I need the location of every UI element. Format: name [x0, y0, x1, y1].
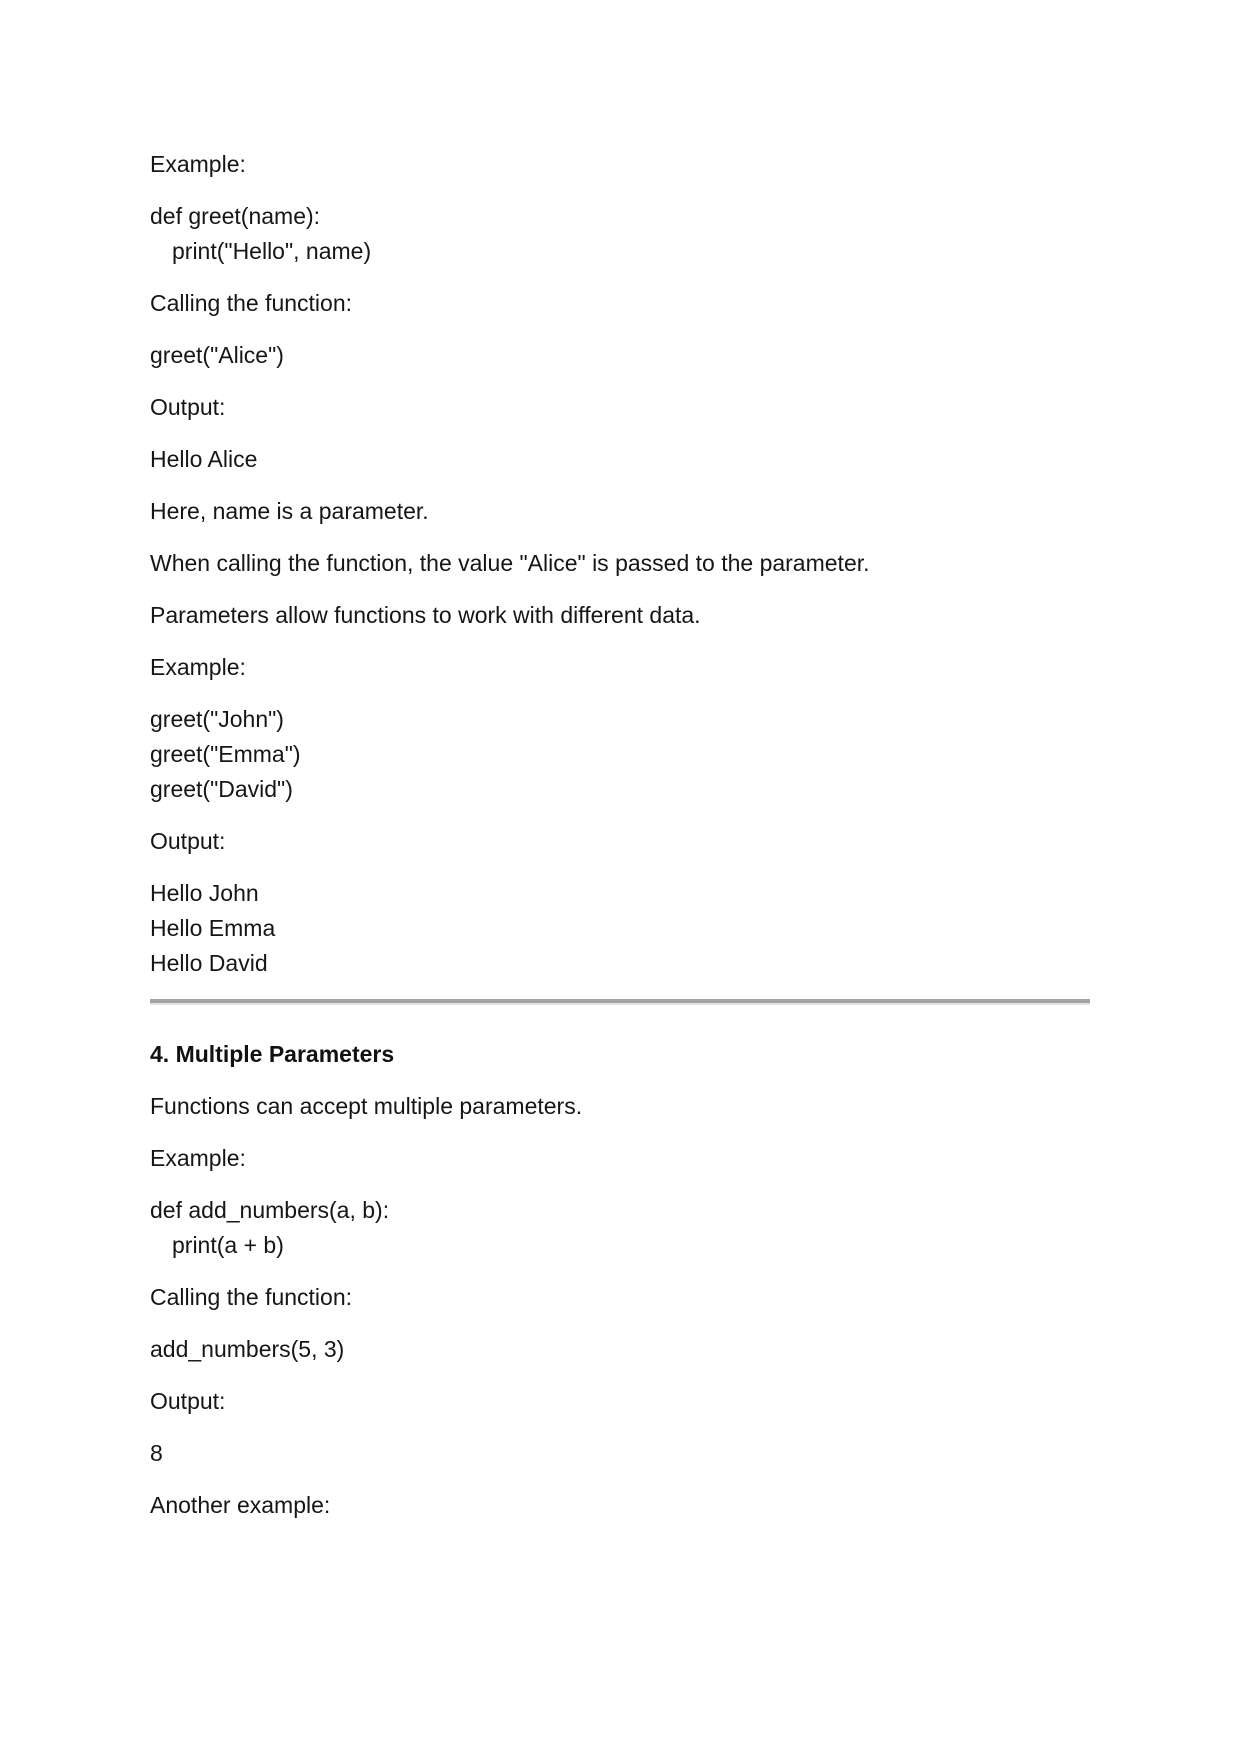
- output-label-2: Output:: [150, 828, 226, 854]
- note-different-data: Parameters allow functions to work with different data.: [150, 602, 701, 628]
- code-line-greet-david: greet("David"): [150, 776, 293, 802]
- output-label-3: Output:: [150, 1388, 226, 1414]
- output-block-hello-names: [150, 876, 1090, 981]
- another-example-label: Another example:: [150, 1492, 331, 1518]
- code-block-def-add-numbers: [150, 1193, 1090, 1263]
- section-intro: Functions can accept multiple parameters.: [150, 1093, 583, 1119]
- code-line-def-greet: def greet(name):: [150, 203, 321, 229]
- note-passing: When calling the function, the value "Alice" is passed to the parameter.: [150, 550, 870, 576]
- code-line-greet-alice: greet("Alice"): [150, 342, 284, 368]
- section-heading-multiple-parameters: 4. Multiple Parameters: [150, 1041, 395, 1067]
- output-label: Output:: [150, 394, 226, 420]
- note-parameter: Here, name is a parameter.: [150, 498, 429, 524]
- section-divider: [150, 999, 1090, 1005]
- code-line-greet-emma: greet("Emma"): [150, 741, 301, 767]
- calling-function-label: Calling the function:: [150, 290, 353, 316]
- code-line-add-numbers-call: add_numbers(5, 3): [150, 1336, 345, 1362]
- output-line-hello-david: Hello David: [150, 950, 268, 976]
- output-line-hello-alice: Hello Alice: [150, 446, 258, 472]
- code-line-greet-john: greet("John"): [150, 706, 284, 732]
- example-label: Example:: [150, 151, 246, 177]
- code-line-print-hello: print("Hello", name): [172, 238, 372, 264]
- output-line-hello-john: Hello John: [150, 880, 259, 906]
- output-line-hello-emma: Hello Emma: [150, 915, 276, 941]
- calling-function-label-2: Calling the function:: [150, 1284, 353, 1310]
- output-line-8: 8: [150, 1440, 163, 1466]
- example-label-3: Example:: [150, 1145, 246, 1171]
- code-block-greet-calls: [150, 702, 1090, 807]
- document-content: [150, 147, 1090, 1540]
- code-line-def-add-numbers: def add_numbers(a, b):: [150, 1197, 390, 1223]
- example-label-2: Example:: [150, 654, 246, 680]
- code-line-print-a-plus-b: print(a + b): [172, 1232, 284, 1258]
- code-block-def-greet: [150, 199, 1090, 269]
